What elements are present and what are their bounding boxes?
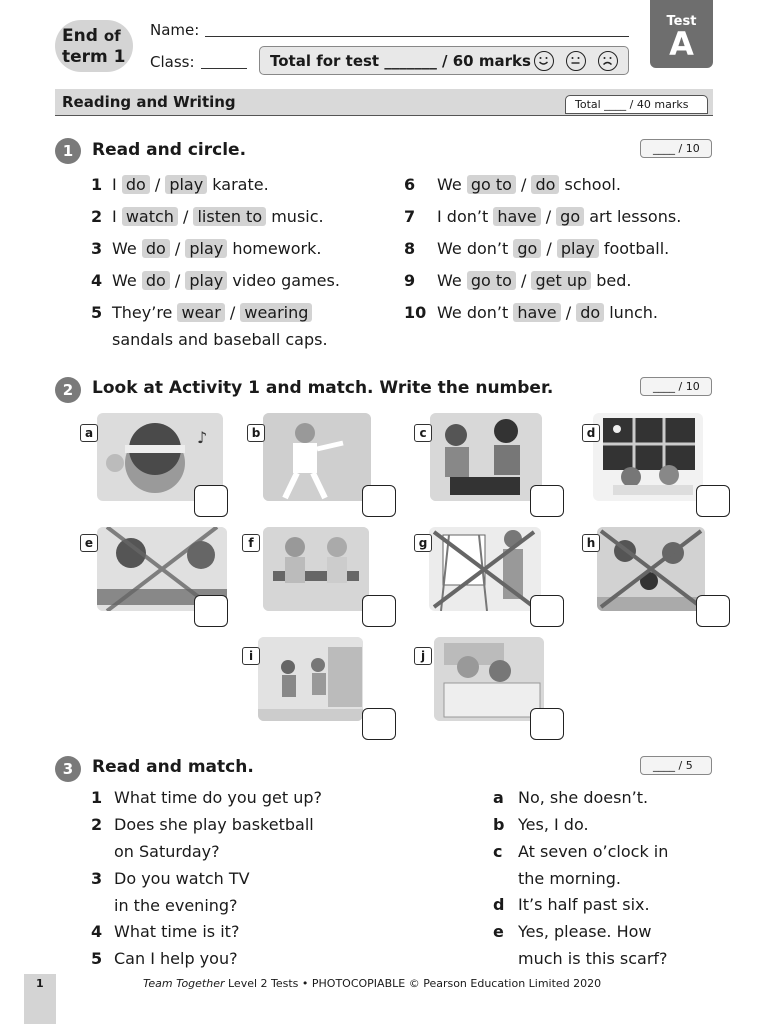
item-text: karate.: [212, 175, 269, 194]
picture-d: [593, 413, 703, 501]
picture-letter: h: [582, 534, 600, 552]
sad-face-icon[interactable]: [598, 51, 618, 71]
slash: /: [560, 303, 577, 322]
picture-letter: g: [414, 534, 432, 552]
item-number: 3: [91, 239, 103, 258]
circle-item: [404, 207, 681, 226]
question-number: 4: [91, 922, 103, 941]
question-number: 1: [91, 788, 103, 807]
option-b[interactable]: listen to: [193, 207, 266, 226]
answer-box[interactable]: [696, 485, 730, 517]
item-text: art lessons.: [589, 207, 682, 226]
slash: /: [169, 271, 186, 290]
test-tab: Test A: [650, 0, 713, 68]
option-b[interactable]: play: [185, 271, 227, 290]
item-text: We: [112, 239, 137, 258]
item-text: We: [437, 175, 462, 194]
activity-3-title: Read and match.: [92, 757, 254, 777]
picture-letter: d: [582, 424, 600, 442]
class-field[interactable]: [201, 68, 247, 69]
item-number: 2: [91, 207, 103, 226]
slash: /: [169, 239, 186, 258]
name-field[interactable]: [205, 36, 629, 37]
item-number: 10: [404, 303, 427, 322]
answer-box[interactable]: [530, 595, 564, 627]
item-number: 6: [404, 175, 416, 194]
answer-text-line2: much is this scarf?: [518, 949, 668, 968]
answer-box[interactable]: [194, 595, 228, 627]
answer-letter: e: [493, 922, 504, 941]
picture-b: [263, 413, 371, 501]
item-text: I: [112, 207, 117, 226]
option-b[interactable]: do: [576, 303, 604, 322]
section-title: Reading and Writing: [62, 93, 236, 111]
item-text: homework.: [232, 239, 322, 258]
circle-item: [91, 207, 324, 226]
item-text: I don’t: [437, 207, 489, 226]
activity-3-score: ____ / 5: [640, 756, 712, 775]
circle-item: [91, 303, 312, 322]
answer-text-line2: the morning.: [518, 869, 621, 888]
picture-letter: c: [414, 424, 432, 442]
slash: /: [515, 175, 532, 194]
item-number: 4: [91, 271, 103, 290]
footer-credit: Team Together Level 2 Tests • PHOTOCOPIABLE © Pearson Education Limited 2020: [143, 977, 602, 990]
picture-i: [258, 637, 363, 721]
item-text: We don’t: [437, 303, 509, 322]
answer-text: No, she doesn’t.: [518, 788, 649, 807]
answer-text: It’s half past six.: [518, 895, 650, 914]
slash: /: [541, 239, 557, 258]
page-number: 1: [36, 977, 44, 990]
circle-item: [91, 239, 321, 258]
answer-box[interactable]: [530, 485, 564, 517]
question-number: 2: [91, 815, 103, 834]
option-b[interactable]: get up: [531, 271, 591, 290]
option-a[interactable]: do: [122, 175, 150, 194]
item-number: 7: [404, 207, 416, 226]
item-text: lunch.: [609, 303, 658, 322]
picture-h: [597, 527, 705, 611]
option-b[interactable]: play: [165, 175, 207, 194]
option-a[interactable]: do: [142, 271, 170, 290]
item-number: 9: [404, 271, 416, 290]
answer-box[interactable]: [194, 485, 228, 517]
happy-face-icon[interactable]: [534, 51, 554, 71]
answer-letter: d: [493, 895, 505, 914]
picture-f: [263, 527, 369, 611]
option-a[interactable]: have: [493, 207, 540, 226]
item-text: music.: [271, 207, 324, 226]
answer-text: At seven o’clock in: [518, 842, 669, 861]
circle-item: [404, 175, 621, 194]
activity-1-title: Read and circle.: [92, 140, 247, 160]
answer-letter: b: [493, 815, 505, 834]
item-text: We don’t: [437, 239, 509, 258]
option-b[interactable]: do: [531, 175, 559, 194]
picture-letter: b: [247, 424, 265, 442]
svg-text:♪: ♪: [197, 428, 208, 447]
option-a[interactable]: have: [513, 303, 560, 322]
answer-box[interactable]: [362, 708, 396, 740]
question-number: 5: [91, 949, 103, 968]
question-number: 3: [91, 869, 103, 888]
slash: /: [515, 271, 532, 290]
activity-1-score: ____ / 10: [640, 139, 712, 158]
answer-letter: c: [493, 842, 503, 861]
option-a[interactable]: go: [513, 239, 541, 258]
slash: /: [540, 207, 557, 226]
item-number: 8: [404, 239, 416, 258]
picture-letter: i: [242, 647, 260, 665]
item-text: bed.: [596, 271, 632, 290]
picture-letter: e: [80, 534, 98, 552]
option-a[interactable]: watch: [122, 207, 178, 226]
item-text: They’re: [112, 303, 173, 322]
item-text: school.: [564, 175, 621, 194]
section-total: Total ____ / 40 marks: [565, 95, 708, 114]
neutral-face-icon[interactable]: [566, 51, 586, 71]
item-number: 1: [91, 175, 103, 194]
answer-box[interactable]: [530, 708, 564, 740]
activity-2-title: Look at Activity 1 and match. Write the number.: [92, 378, 554, 398]
question-text-line2: in the evening?: [114, 896, 238, 915]
question-text-line2: on Saturday?: [114, 842, 220, 861]
picture-c: [430, 413, 542, 501]
item-text: video games.: [232, 271, 340, 290]
item-text: We: [112, 271, 137, 290]
name-label: Name:: [150, 21, 200, 39]
activity-2-score: ____ / 10: [640, 377, 712, 396]
option-b[interactable]: go: [556, 207, 584, 226]
circle-item: [404, 271, 631, 290]
answer-box[interactable]: [362, 595, 396, 627]
picture-letter: f: [242, 534, 260, 552]
picture-g: [429, 527, 541, 611]
item-text: football.: [603, 239, 670, 258]
option-b[interactable]: wearing: [240, 303, 312, 322]
question-text: What time do you get up?: [114, 788, 323, 807]
activity-1-number: 1: [55, 138, 81, 164]
question-text: Do you watch TV: [114, 869, 250, 888]
answer-letter: a: [493, 788, 504, 807]
slash: /: [149, 175, 166, 194]
answer-text: Yes, I do.: [518, 815, 589, 834]
question-text: Can I help you?: [114, 949, 238, 968]
answer-box[interactable]: [696, 595, 730, 627]
option-a[interactable]: go to: [467, 271, 516, 290]
option-b[interactable]: play: [185, 239, 227, 258]
option-a[interactable]: do: [142, 239, 170, 258]
item-text-line2: sandals and baseball caps.: [112, 330, 328, 349]
slash: /: [177, 207, 194, 226]
activity-3-number: 3: [55, 756, 81, 782]
circle-item: [91, 175, 269, 194]
circle-item: [91, 271, 340, 290]
circle-item: [404, 303, 658, 322]
item-text: I: [112, 175, 117, 194]
total-for-test: Total for test _______ / 60 marks: [270, 52, 531, 70]
answer-box[interactable]: [362, 485, 396, 517]
question-text: Does she play basketball: [114, 815, 314, 834]
class-label: Class:: [150, 53, 195, 71]
item-number: 5: [91, 303, 103, 322]
circle-item: [404, 239, 669, 258]
activity-2-number: 2: [55, 377, 81, 403]
option-a[interactable]: go to: [467, 175, 516, 194]
term-title: End of term 1: [62, 26, 126, 67]
question-text: What time is it?: [114, 922, 240, 941]
option-a[interactable]: wear: [177, 303, 224, 322]
answer-text: Yes, please. How: [518, 922, 652, 941]
slash: /: [224, 303, 241, 322]
picture-letter: j: [414, 647, 432, 665]
picture-j: [434, 637, 544, 721]
picture-letter: a: [80, 424, 98, 442]
item-text: We: [437, 271, 462, 290]
option-b[interactable]: play: [557, 239, 599, 258]
